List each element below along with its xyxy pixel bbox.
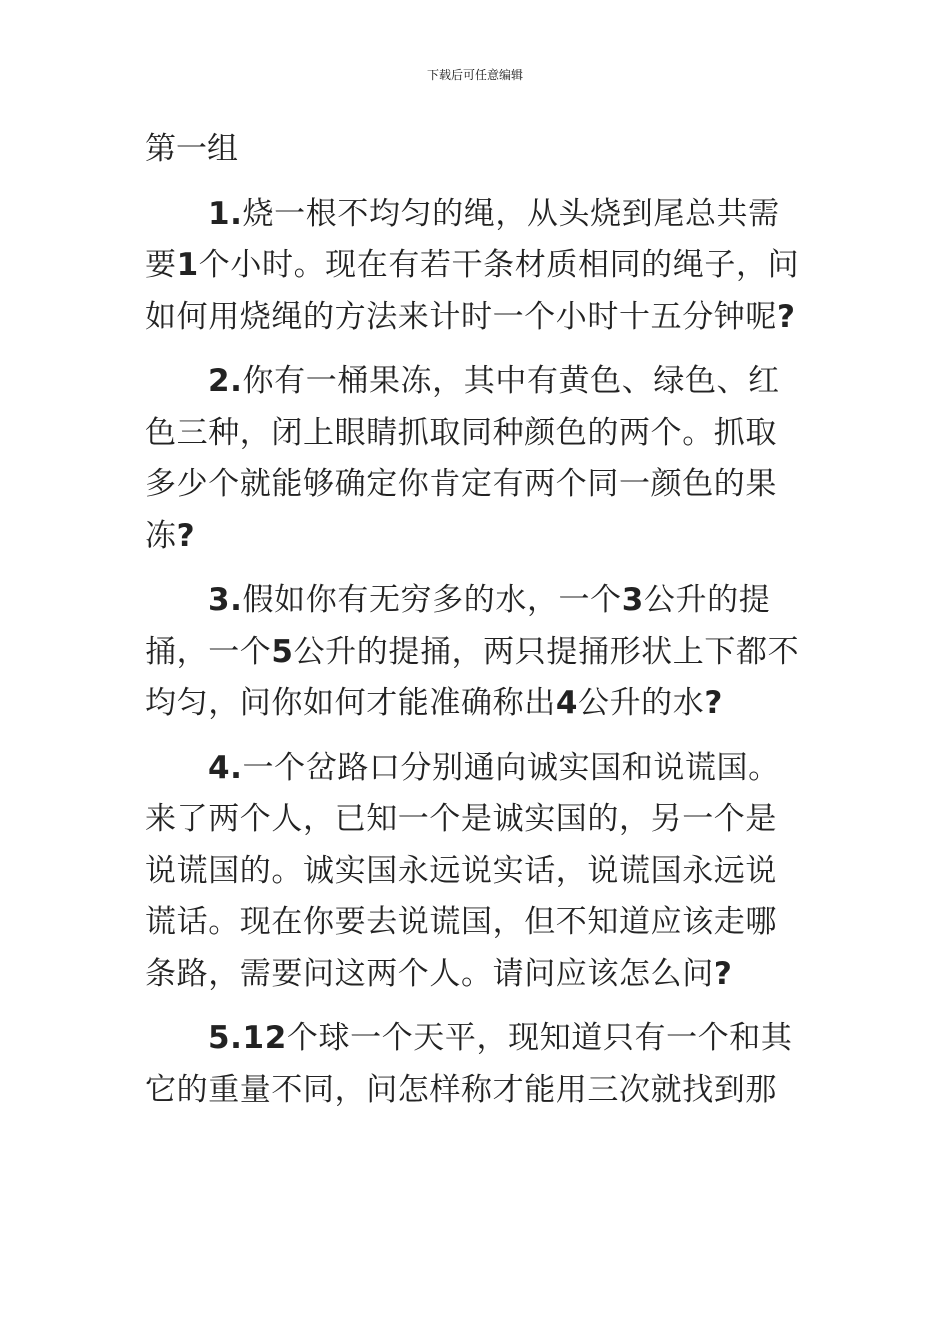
question-number: 1. [208, 195, 243, 232]
question-mark: ? [777, 298, 796, 335]
question-number: 5.12 [208, 1020, 287, 1056]
question-text: 个球一个天平，现知道只有一个和其它的重量不同，问怎样称才能用三次就找到那 [145, 1020, 793, 1108]
bold-number: 3 [621, 582, 644, 618]
bold-number: 5 [271, 633, 294, 670]
group-title: 第一组 [145, 131, 238, 167]
bold-number: 1 [176, 247, 199, 283]
bold-number: 4 [555, 685, 578, 721]
question-number: 4. [208, 749, 243, 786]
question-text: 假如你有无穷多的水，一个 [242, 582, 622, 618]
question-text: 公升的提捅，两只提捅形状上下都不均匀，问你如何才能准确称出 [145, 633, 800, 721]
question-text: 公升的提捅，一个 [145, 582, 771, 670]
question-4 [145, 743, 805, 1001]
question-2 [145, 356, 805, 562]
question-mark: ? [713, 955, 733, 992]
question-text: 烧一根不均匀的绳，从头烧到尾总共需要 [145, 195, 780, 283]
header-note: 下载后可任意编辑 [426, 68, 523, 82]
question-text: 公升的水 [577, 685, 705, 721]
question-5 [145, 1013, 805, 1116]
question-number: 3. [208, 582, 243, 618]
question-text: 一个岔路口分别通向诚实国和说谎国。来了两个人，已知一个是诚实国的，另一个是说谎国的。诚实国永远说实话，说谎国永远说谎话。现在你要去说谎国，但不知道应该走哪条路，需要问这两个人。请问应该怎么问 [145, 749, 780, 992]
question-1 [145, 189, 805, 344]
question-mark: ? [704, 685, 723, 721]
question-mark: ? [176, 517, 196, 554]
question-text: 个小时。现在有若干条材质相同的绳子，问如何用烧绳的方法来计时一个小时十五分钟呢 [145, 247, 800, 335]
question-text: 你有一桶果冻，其中有黄色、绿色、红色三种，闭上眼睛抓取同种颜色的两个。抓取多少个就能够确定你肯定有两个同一颜色的果冻 [145, 363, 780, 554]
document-body [145, 124, 805, 1116]
question-number: 2. [208, 363, 243, 399]
question-3 [145, 575, 805, 730]
